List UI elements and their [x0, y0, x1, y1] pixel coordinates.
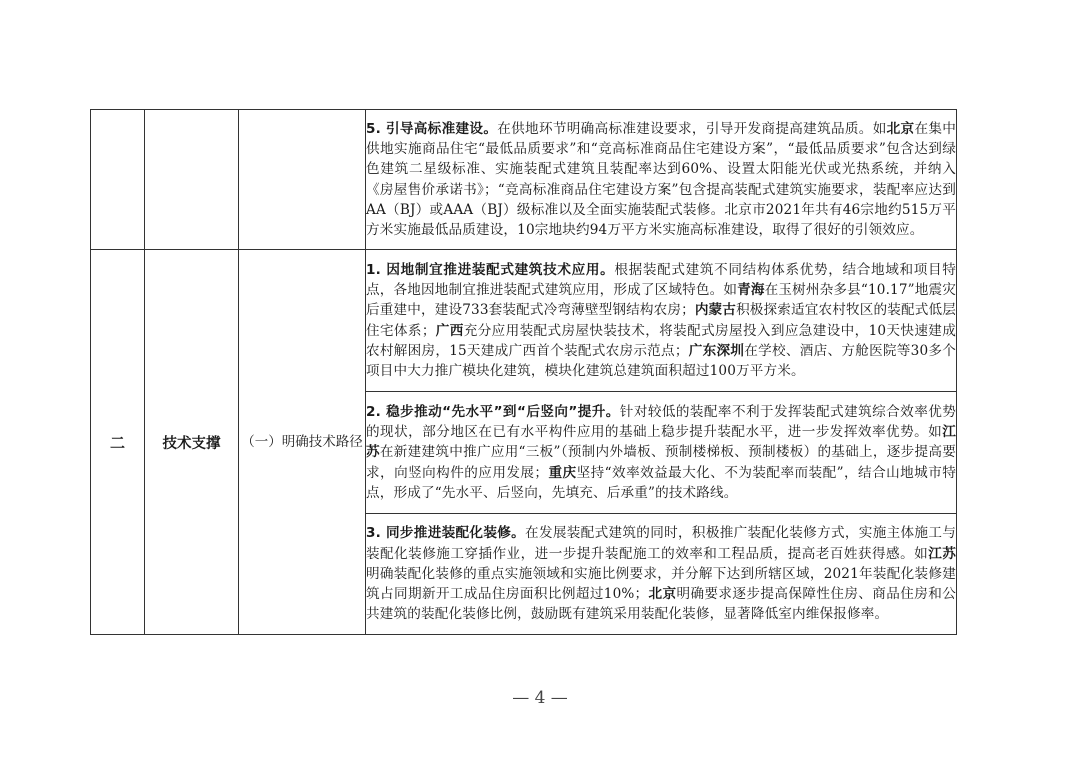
empty-category-cell	[145, 110, 239, 250]
paragraph-text: 充分应用装配式房屋快装技术，将装配式房屋投入到应急建设中，10天快速建成农村解困房，15天建成广西首个装配式农房示范点；	[366, 322, 956, 359]
paragraph-1	[366, 260, 956, 382]
region-label: 内蒙古	[694, 302, 737, 319]
paragraph-2	[366, 402, 956, 503]
paragraph-heading: 1. 因地制宜推进装配式建筑技术应用。	[366, 261, 615, 278]
content-table	[90, 109, 957, 635]
region-label: 江苏	[366, 424, 956, 461]
paragraph-text: 在学校、酒店、方舱医院等30多个项目中大力推广模块化建筑，模块化建筑总建筑面积超过100万平方米。	[366, 342, 956, 380]
paragraph-heading: 5. 引导高标准建设。	[366, 120, 498, 137]
paragraph-text: 在集中供地实施商品住宅“最低品质要求”和“竞高标准商品住宅建设方案”，“最低品质要求”包含达到绿色建筑二星级标准、实施装配式建筑且装配率达到60%、设置太阳能光伏或光热系统，并纳入《房屋售价承诺书》；“竞高标准商品住宅建设方案”包含提高装配式建筑实施要求，装配率应达到AA（BJ）或AAA（BJ）级标准以及全面实施装配式装修。北京市2021年共有46宗地约515万平方米实施最低品质建设，10宗地块约94万平方米实施高标准建设，取得了很好的引领效应。	[366, 120, 957, 239]
region-label: 重庆	[548, 464, 577, 481]
paragraph-3	[366, 523, 956, 624]
section-name: 技术支撑	[145, 250, 239, 635]
table-row	[91, 250, 957, 392]
region-label: 广东深圳	[688, 342, 745, 359]
region-label: 北京	[648, 586, 677, 603]
paragraph-5	[366, 119, 956, 241]
content-cell	[366, 392, 957, 514]
region-label: 广西	[435, 322, 464, 339]
section-number: 二	[91, 250, 145, 635]
paragraph-text: 明确要求逐步提高保障性住房、商品住房和公共建筑的装配化装修比例，鼓励既有建筑采用装配化装修，显著降低室内维保报修率。	[366, 586, 956, 623]
page-number: — 4 —	[512, 688, 568, 708]
paragraph-text: 在新建建筑中推广应用“三板”（预制内外墙板、预制楼梯板、预制楼板）的基础上，逐步提高要求，向竖向构件的应用发展；	[366, 444, 956, 481]
paragraph-text: 针对较低的装配率不利于发挥装配式建筑综合效率优势的现状，部分地区在已有水平构件应用的基础上稳步提升装配水平，进一步发挥效率优势。如	[366, 403, 956, 441]
paragraph-heading: 2. 稳步推动“先水平”到“后竖向”提升。	[366, 403, 620, 420]
content-cell	[366, 110, 957, 250]
paragraph-text: 明确装配化装修的重点实施领域和实施比例要求，并分解下达到所辖区域，2021年装配化装修建筑占同期新开工成品住房面积比例超过10%；	[366, 565, 956, 603]
table-row	[91, 110, 957, 250]
content-cell	[366, 514, 957, 635]
empty-number-cell	[91, 110, 145, 250]
paragraph-text: 在玉树州杂多县“10.17”地震灾后重建中，建设733套装配式冷弯薄壁型钢结构农房；	[366, 281, 956, 319]
paragraph-text: 坚持“效率效益最大化、不为装配率而装配”，结合山地城市特点，形成了“先水平、后竖向，先填充、后承重”的技术路线。	[366, 464, 956, 501]
subsection-name: （一）明确技术路径	[239, 250, 366, 635]
paragraph-text: 在供地环节明确高标准建设要求，引导开发商提高建筑品质。如	[497, 120, 887, 137]
region-label: 青海	[737, 281, 765, 298]
paragraph-text: 根据装配式建筑不同结构体系优势，结合地域和项目特点，各地因地制宜推进装配式建筑应用，形成了区域特色。如	[366, 261, 956, 298]
content-cell	[366, 250, 957, 392]
region-label: 江苏	[928, 545, 956, 562]
paragraph-heading: 3. 同步推进装配化装修。	[366, 525, 526, 542]
paragraph-text: 在发展装配式建筑的同时，积极推广装配化装修方式，实施主体施工与装配化装修施工穿插作业，进一步提升装配施工的效率和工程品质，提高老百姓获得感。如	[366, 525, 956, 562]
paragraph-text: 积极探索适宜农村牧区的装配式低层住宅体系；	[366, 302, 956, 339]
region-label: 北京	[886, 120, 915, 137]
empty-subcategory-cell	[239, 110, 366, 250]
